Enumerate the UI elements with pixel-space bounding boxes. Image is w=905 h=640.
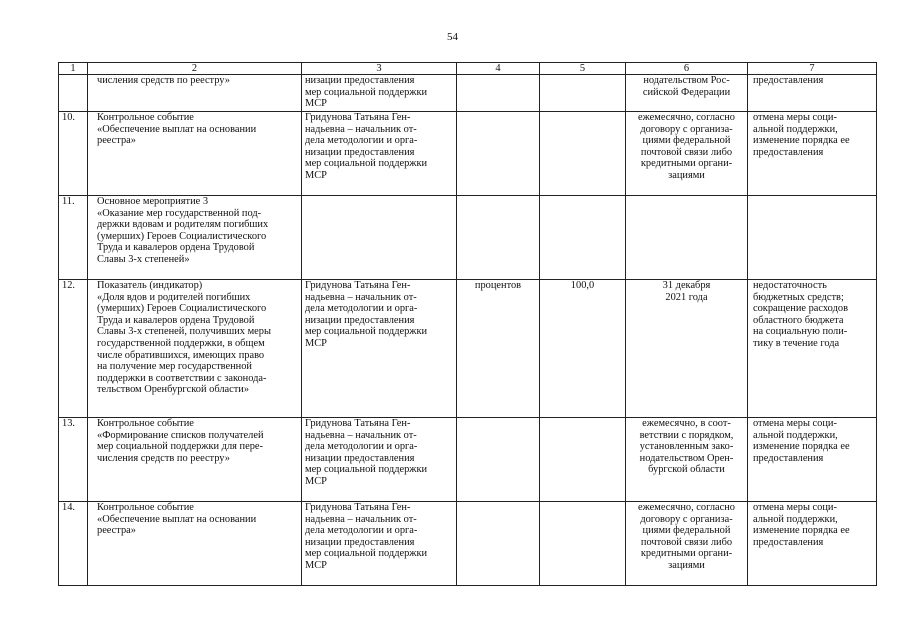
value-cell — [540, 418, 626, 502]
table-row — [59, 112, 877, 196]
event-cell — [88, 502, 302, 586]
event-text: Контрольное событие «Обеспечение выплат на основании реестра» — [97, 502, 257, 537]
header-col-2: 2 — [88, 63, 302, 75]
deadline-text: 31 декабря 2021 года — [662, 280, 711, 303]
unit-text: процентов — [474, 280, 522, 291]
table-row — [59, 502, 877, 586]
risks-cell — [748, 280, 877, 418]
header-col-4: 4 — [457, 63, 540, 75]
responsible-cell — [302, 112, 457, 196]
value-cell — [540, 112, 626, 196]
event-cell — [88, 418, 302, 502]
value-cell — [540, 280, 626, 418]
responsible-text: Гридунова Татьяна Ген- надьевна – начальник от- дела методологии и орга- низации предоставления мер социальной поддержки МСР — [305, 502, 428, 571]
header-col-3: 3 — [302, 63, 457, 75]
table-row — [59, 280, 877, 418]
risks-cell — [748, 196, 877, 280]
event-text: Показатель (индикатор) «Доля вдов и родителей погибших (умерших) Героев Социалистического Труда и кавалеров ордена Трудовой Славы 3-х степеней, получивших меры государственной поддержки, в общем числе обратившихся, имеющих право на получение мер государственной поддержки в соответствии с законода- тельством Оренбургской области» — [97, 280, 271, 396]
event-text: Контрольное событие «Формирование списков получателей мер социальной поддержки для пере- числения средств по реестру» — [97, 418, 264, 464]
deadline-text: ежемесячно, в соот- ветствии с порядком, установленным зако- нодательством Орен- бургской области — [639, 418, 734, 476]
responsible-cell — [302, 75, 457, 112]
responsible-text: Гридунова Татьяна Ген- надьевна – начальник от- дела методологии и орга- низации предоставления мер социальной поддержки МСР — [305, 280, 428, 349]
value-cell — [540, 75, 626, 112]
row-number: 14. — [59, 502, 88, 586]
unit-cell — [457, 196, 540, 280]
unit-cell — [457, 75, 540, 112]
row-number — [59, 75, 88, 112]
responsible-cell — [302, 502, 457, 586]
responsible-cell — [302, 196, 457, 280]
risks-text: отмена меры соци- альной поддержки, изменение порядка ее предоставления — [753, 112, 850, 158]
deadline-cell — [626, 196, 748, 280]
responsible-text: Гридунова Татьяна Ген- надьевна – начальник от- дела методологии и орга- низации предоставления мер социальной поддержки МСР — [305, 112, 428, 181]
deadline-text: нодательством Рос- сийской Федерации — [642, 75, 731, 98]
event-text: числения средств по реестру» — [97, 75, 230, 86]
risks-text: недостаточность бюджетных средств; сокращение расходов областного бюджета на социальную поли- тику в течение года — [753, 280, 848, 349]
responsible-cell — [302, 280, 457, 418]
deadline-text: ежемесячно, согласно договору с организа- циями федеральной почтовой связи либо кредитными органи- зациями — [638, 112, 735, 181]
header-col-7: 7 — [748, 63, 877, 75]
deadline-cell — [626, 418, 748, 502]
deadline-cell — [626, 75, 748, 112]
event-cell — [88, 196, 302, 280]
event-text: Контрольное событие «Обеспечение выплат на основании реестра» — [97, 112, 257, 147]
risks-text: отмена меры соци- альной поддержки, изменение порядка ее предоставления — [753, 418, 850, 464]
risks-text: предоставления — [753, 75, 824, 86]
row-number: 11. — [59, 196, 88, 280]
header-col-1: 1 — [59, 63, 88, 75]
row-number: 12. — [59, 280, 88, 418]
header-row — [59, 63, 877, 75]
row-number: 13. — [59, 418, 88, 502]
responsible-text: Гридунова Татьяна Ген- надьевна – начальник от- дела методологии и орга- низации предоставления мер социальной поддержки МСР — [305, 418, 428, 487]
unit-cell — [457, 280, 540, 418]
responsible-cell — [302, 418, 457, 502]
page-number: 54 — [447, 31, 458, 43]
event-text: Основное мероприятие 3 «Оказание мер государственной под- держки вдовам и родителям погибших (умерших) Героев Социалистического Труда и кавалеров ордена Трудовой Славы 3-х степеней» — [97, 196, 269, 265]
value-cell — [540, 196, 626, 280]
responsible-text: низации предоставления мер социальной поддержки МСР — [305, 75, 428, 110]
deadline-cell — [626, 502, 748, 586]
value-cell — [540, 502, 626, 586]
risks-cell — [748, 418, 877, 502]
deadline-text: ежемесячно, согласно договору с организа- циями федеральной почтовой связи либо кредитными органи- зациями — [638, 502, 735, 571]
value-text: 100,0 — [570, 280, 595, 291]
event-cell — [88, 280, 302, 418]
header-col-6: 6 — [626, 63, 748, 75]
header-col-5: 5 — [540, 63, 626, 75]
measures-table — [58, 62, 877, 586]
table-row — [59, 196, 877, 280]
event-cell — [88, 75, 302, 112]
unit-cell — [457, 502, 540, 586]
risks-cell — [748, 502, 877, 586]
deadline-cell — [626, 112, 748, 196]
risks-text: отмена меры соци- альной поддержки, изменение порядка ее предоставления — [753, 502, 850, 548]
deadline-cell — [626, 280, 748, 418]
risks-cell — [748, 75, 877, 112]
row-number: 10. — [59, 112, 88, 196]
risks-cell — [748, 112, 877, 196]
event-cell — [88, 112, 302, 196]
unit-cell — [457, 418, 540, 502]
unit-cell — [457, 112, 540, 196]
table-row — [59, 418, 877, 502]
table-row — [59, 75, 877, 112]
